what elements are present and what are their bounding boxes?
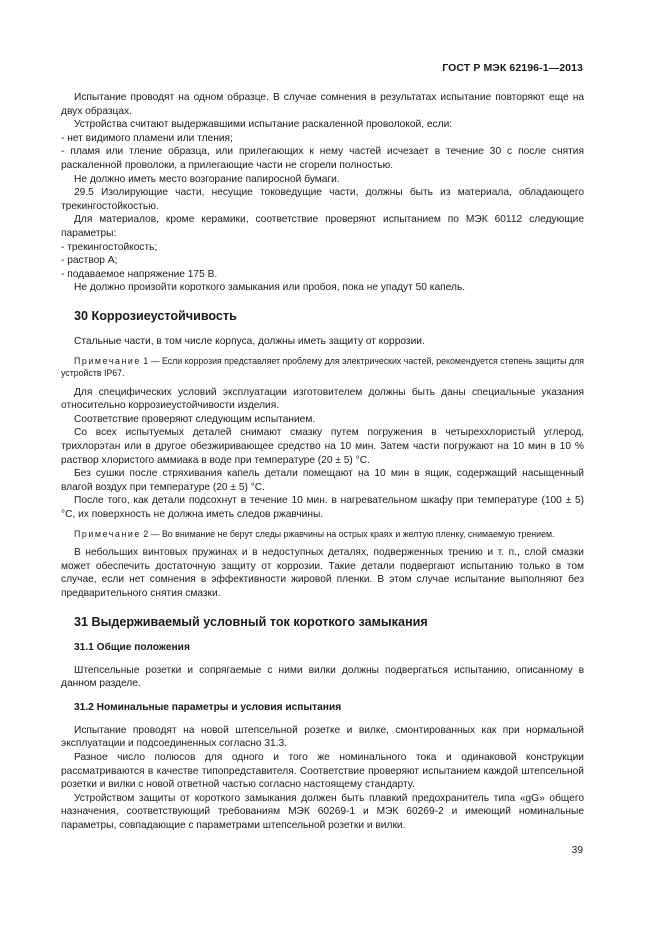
paragraph: Со всех испытуемых деталей снимают смазку путем погружения в четыреххлористый углерод, трихлорэтан или в другое обезжиривающее средство на 10 мин. Затем части погружают на 10 мин в 10 % раствор хлористого аммиака в воде при температуре (20 ± 5) °С. [61, 427, 584, 466]
list-item: - нет видимого пламени или тления; [61, 132, 233, 144]
list-item: - раствор А; [61, 255, 118, 267]
paragraph: Для специфических условий эксплуатации изготовителем должны быть даны специальные указания относительно коррозиеустойчивости изделия. [61, 386, 584, 412]
paragraph: Штепсельные розетки и сопрягаемые с ними вилки должны подвергаться испытанию, описанному в данном разделе. [61, 664, 584, 690]
page-body [61, 91, 584, 833]
paragraph: Без сушки после стряхивания капель детали помещают на 10 мин в ящик, содержащий насыщенный влагой воздух при температуре (20 ± 5) °С. [61, 468, 584, 493]
paragraph: В небольших винтовых пружинах и в недоступных деталях, подверженных трению и т. п., слой смазки может обеспечить достаточную защиту от коррозии. Такие детали подвергают испытанию только в том случае, если нет сомнения в эффективности жировой пленки. В этом случае испытание выполняют без предварительного снятия смазки. [61, 547, 584, 599]
document-header: ГОСТ Р МЭК 62196-1—2013 [442, 62, 583, 74]
note-1 [61, 355, 584, 380]
section-30-heading: 30 Коррозиеустойчивость [74, 308, 237, 323]
paragraph: Устройством защиты от короткого замыкания должен быть плавкий предохранитель типа «gG» общего назначения, соответствующий требованиям МЭК 60269-1 и МЭК 60269-2 и имеющий номинальные параметры, совпадающие с параметрами штепсельной розетки и вилки. [61, 792, 584, 831]
paragraph: Не должно произойти короткого замыкания или пробоя, пока не упадут 50 капель. [74, 282, 466, 294]
list-item: - подаваемое напряжение 175 В. [61, 268, 218, 280]
note-label: Примечание [74, 355, 141, 366]
subsection-31-2-heading: 31.2 Номинальные параметры и условия испытания [74, 701, 342, 713]
paragraph: Не должно иметь место возгорание папиросной бумаги. [74, 173, 340, 185]
list-item: - трекингостойкость; [61, 241, 158, 253]
note-label: Примечание [74, 528, 141, 539]
note-2 [61, 528, 584, 541]
paragraph: Разное число полюсов для одного и того же номинального тока и одинаковой конструкции рассматриваются в качестве типопредставителя. Соответствие проверяют испытанием каждой штепсельной розетки и вилки с новой ответной частью согласно настоящему стандарту. [61, 751, 584, 791]
list-item: - пламя или тление образца, или прилегающих к нему частей исчезает в течение 30 с после снятия раскаленной проволоки, а прилегающие части не сгорели полностью. [61, 146, 584, 171]
page-number: 39 [571, 845, 583, 856]
section-31-heading: 31 Выдерживаемый условный ток короткого замыкания [74, 614, 428, 629]
note-text: 2 — Во внимание не берут следы ржавчины на острых краях и желтую пленку, снимаемую трением. [140, 528, 555, 539]
subsection-31-1-heading: 31.1 Общие положения [74, 641, 190, 653]
paragraph: Устройства считают выдержавшими испытание раскаленной проволокой, если: [74, 119, 453, 131]
paragraph: Испытание проводят на одном образце. В случае сомнения в результатах испытание повторяют еще на двух образцах. [61, 92, 584, 117]
clause-29-5: 29.5 Изолирующие части, несущие токоведущие части, должны быть из материала, обладающего трекингостойкостью. [61, 187, 584, 212]
note-text: 1 — Если коррозия представляет проблему для электрических частей, рекомендуется степень защиты для устройств IP67. [61, 355, 584, 379]
paragraph: Соответствие проверяют следующим испытанием. [74, 413, 316, 425]
paragraph: Для материалов, кроме керамики, соответствие проверяют испытанием по МЭК 60112 следующие параметры: [61, 214, 584, 239]
paragraph: Стальные части, в том числе корпуса, должны иметь защиту от коррозии. [74, 335, 425, 347]
paragraph: После того, как детали подсохнут в течение 10 мин. в нагревательном шкафу при температуре (100 ± 5) °С, их поверхность не должна иметь следов ржавчины. [61, 495, 584, 521]
paragraph: Испытание проводят на новой штепсельной розетке и вилке, смонтированных как при нормальной эксплуатации и подсоединенных согласно 31.3. [61, 724, 584, 750]
